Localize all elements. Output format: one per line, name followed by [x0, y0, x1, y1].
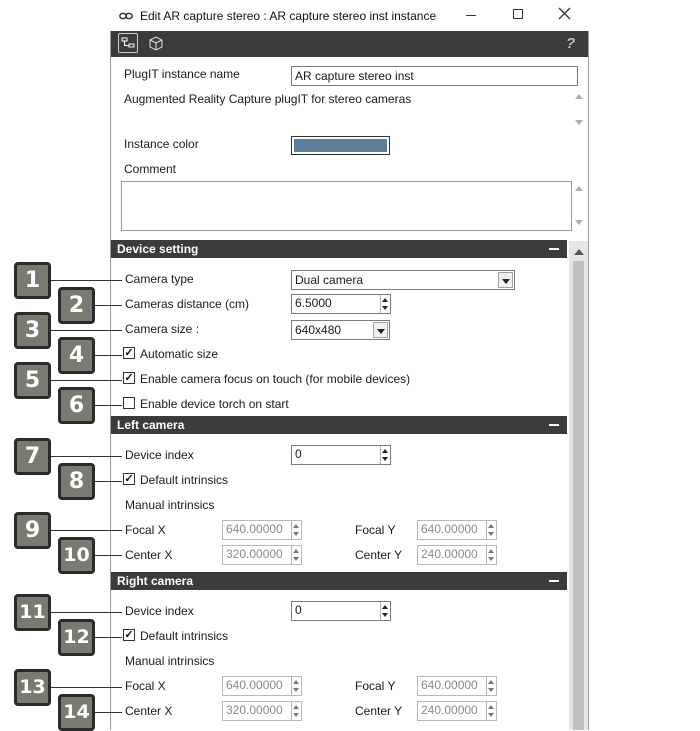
callout-leader	[94, 481, 122, 482]
callout-leader	[50, 330, 122, 331]
spinner-arrows[interactable]	[380, 295, 390, 313]
arrow-down-icon[interactable]	[488, 557, 494, 561]
callout-leader	[50, 530, 122, 531]
spinner-arrows[interactable]	[486, 677, 496, 695]
left-default-intrinsics-checkbox[interactable]: ✓	[124, 473, 134, 485]
arrow-down-icon[interactable]	[382, 613, 388, 617]
plugit-description: Augmented Reality Capture plugIT for stereo cameras	[124, 92, 412, 106]
arrow-down-icon[interactable]	[293, 688, 299, 692]
scroll-up-icon[interactable]	[574, 249, 584, 255]
camera-type-select[interactable]	[291, 270, 515, 290]
spinner-value: 240.00000	[421, 547, 478, 561]
instance-color-label: Instance color	[124, 137, 199, 151]
toolbar	[111, 31, 588, 57]
scroll-up-icon[interactable]	[575, 94, 583, 99]
arrow-down-icon[interactable]	[382, 306, 388, 310]
right-center-y-spinner[interactable]	[417, 701, 497, 721]
comment-label: Comment	[124, 162, 177, 176]
callout-leader	[50, 380, 122, 381]
callout-badge-2: 2	[58, 287, 95, 324]
main-scrollbar[interactable]	[569, 241, 588, 730]
spinner-value: 640.00000	[226, 522, 283, 536]
section-device-setting[interactable]	[111, 240, 567, 258]
section-left-camera[interactable]	[111, 416, 567, 434]
spinner-value: 240.00000	[421, 703, 478, 717]
spinner-value: 320.00000	[226, 547, 283, 561]
right-focal-y-label: Focal Y	[355, 679, 396, 693]
help-icon[interactable]: ?	[566, 35, 576, 52]
scroll-thumb[interactable]	[573, 261, 584, 730]
collapse-icon[interactable]	[549, 580, 559, 582]
arrow-down-icon[interactable]	[293, 713, 299, 717]
callout-leader	[94, 305, 122, 306]
arrow-down-icon[interactable]	[382, 457, 388, 461]
scroll-down-icon[interactable]	[575, 120, 583, 125]
left-center-y-label: Center Y	[355, 548, 403, 562]
callout-badge-10: 10	[58, 537, 95, 574]
spinner-arrows[interactable]	[291, 521, 301, 539]
spinner-arrows[interactable]	[291, 677, 301, 695]
arrow-up-icon[interactable]	[293, 680, 299, 684]
left-center-x-spinner[interactable]	[222, 545, 302, 565]
left-focal-x-spinner[interactable]	[222, 520, 302, 540]
spinner-arrows[interactable]	[486, 521, 496, 539]
spinner-arrows[interactable]	[380, 602, 390, 620]
right-focal-x-label: Focal X	[125, 679, 166, 693]
right-center-y-label: Center Y	[355, 704, 403, 718]
arrow-up-icon[interactable]	[293, 549, 299, 553]
section-right-camera[interactable]	[111, 572, 567, 590]
camera-size-label: Camera size :	[125, 322, 200, 336]
maximize-icon[interactable]	[513, 9, 523, 19]
callout-badge-4: 4	[58, 337, 95, 374]
left-center-x-label: Center X	[125, 548, 173, 562]
arrow-up-icon[interactable]	[382, 605, 388, 609]
arrow-down-icon[interactable]	[488, 713, 494, 717]
focus-on-touch-label: Enable camera focus on touch (for mobile devices)	[140, 372, 411, 386]
torch-on-start-label: Enable device torch on start	[140, 397, 289, 411]
spinner-value: 640.00000	[421, 522, 478, 536]
arrow-up-icon[interactable]	[488, 524, 494, 528]
left-focal-y-spinner[interactable]	[417, 520, 497, 540]
right-default-intrinsics-label: Default intrinsics	[140, 629, 229, 643]
cameras-distance-spinner[interactable]	[291, 294, 391, 314]
instance-color-swatch[interactable]	[291, 136, 390, 155]
callout-leader	[94, 355, 122, 356]
spinner-arrows[interactable]	[486, 546, 496, 564]
section-title: Left camera	[117, 418, 185, 432]
right-device-index-spinner[interactable]	[291, 601, 391, 621]
color-fill	[294, 139, 387, 152]
automatic-size-checkbox[interactable]: ✓	[124, 347, 134, 359]
callout-badge-1: 1	[14, 262, 51, 299]
camera-type-label: Camera type	[125, 272, 194, 286]
callout-leader	[50, 612, 122, 613]
focus-on-touch-checkbox[interactable]: ✓	[124, 372, 134, 384]
spinner-arrows[interactable]	[486, 702, 496, 720]
arrow-up-icon[interactable]	[488, 549, 494, 553]
callout-badge-8: 8	[58, 463, 95, 500]
cube-icon[interactable]	[148, 35, 164, 54]
minimize-icon[interactable]	[466, 15, 476, 16]
instance-name-label: PlugIT instance name	[124, 67, 240, 81]
arrow-up-icon[interactable]	[293, 524, 299, 528]
right-center-x-spinner[interactable]	[222, 701, 302, 721]
callout-leader	[94, 405, 122, 406]
comment-textarea[interactable]	[121, 181, 572, 231]
link-icon	[119, 10, 133, 24]
camera-type-value: Dual camera	[295, 273, 364, 287]
camera-size-value: 640x480	[295, 323, 342, 337]
callout-badge-3: 3	[14, 312, 51, 349]
callout-leader	[50, 280, 122, 281]
arrow-down-icon[interactable]	[488, 688, 494, 692]
arrow-down-icon[interactable]	[488, 532, 494, 536]
spinner-value: 640.00000	[421, 678, 478, 692]
spinner-value: 0	[295, 447, 302, 461]
automatic-size-label: Automatic size	[140, 347, 219, 361]
callout-leader	[94, 712, 122, 713]
callout-badge-5: 5	[14, 362, 51, 399]
arrow-up-icon[interactable]	[293, 705, 299, 709]
arrow-up-icon[interactable]	[382, 298, 388, 302]
section-title: Right camera	[117, 574, 194, 588]
collapse-icon[interactable]	[549, 424, 559, 426]
close-icon[interactable]	[558, 7, 571, 23]
right-focal-x-spinner[interactable]	[222, 676, 302, 696]
spinner-value: 320.00000	[226, 703, 283, 717]
left-manual-intrinsics-label: Manual intrinsics	[125, 498, 215, 512]
spinner-arrows[interactable]	[380, 446, 390, 464]
callout-badge-11: 11	[14, 594, 51, 631]
right-default-intrinsics-checkbox[interactable]: ✓	[124, 629, 134, 641]
chevron-down-icon[interactable]	[373, 322, 388, 338]
section-title: Device setting	[117, 242, 199, 256]
callout-leader	[50, 687, 122, 688]
callout-leader	[94, 637, 122, 638]
spinner-value: 640.00000	[226, 678, 283, 692]
cameras-distance-label: Cameras distance (cm)	[125, 297, 250, 311]
right-center-x-label: Center X	[125, 704, 173, 718]
spinner-value: 0	[295, 603, 302, 617]
arrow-up-icon[interactable]	[488, 680, 494, 684]
description-scrollbar[interactable]	[572, 90, 586, 130]
hierarchy-icon[interactable]	[118, 33, 138, 53]
spinner-arrows[interactable]	[291, 702, 301, 720]
comment-scrollbar[interactable]	[572, 181, 586, 231]
left-device-index-spinner[interactable]	[291, 445, 391, 465]
scroll-up-icon[interactable]	[575, 186, 583, 191]
arrow-down-icon[interactable]	[293, 532, 299, 536]
spinner-arrows[interactable]	[291, 546, 301, 564]
callout-badge-9: 9	[14, 512, 51, 549]
torch-on-start-checkbox[interactable]	[123, 397, 135, 409]
collapse-icon[interactable]	[549, 248, 559, 250]
arrow-up-icon[interactable]	[382, 449, 388, 453]
left-focal-y-label: Focal Y	[355, 523, 396, 537]
window-title: Edit AR capture stereo : AR capture stereo inst instance	[140, 9, 437, 23]
scroll-down-icon[interactable]	[575, 220, 583, 225]
camera-size-select[interactable]	[291, 320, 390, 340]
arrow-down-icon[interactable]	[293, 557, 299, 561]
callout-badge-6: 6	[58, 387, 95, 424]
callout-badge-14: 14	[58, 694, 95, 731]
callout-leader	[94, 555, 122, 556]
right-manual-intrinsics-label: Manual intrinsics	[125, 654, 215, 668]
callout-badge-7: 7	[14, 438, 51, 475]
left-device-index-label: Device index	[125, 448, 194, 462]
right-focal-y-spinner[interactable]	[417, 676, 497, 696]
chevron-down-icon[interactable]	[498, 272, 513, 288]
callout-badge-13: 13	[14, 669, 51, 706]
right-device-index-label: Device index	[125, 604, 194, 618]
callout-badge-12: 12	[58, 619, 95, 656]
left-focal-x-label: Focal X	[125, 523, 166, 537]
instance-name-input[interactable]: AR capture stereo inst	[291, 66, 578, 86]
spinner-value: 6.5000	[295, 296, 332, 310]
left-center-y-spinner[interactable]	[417, 545, 497, 565]
left-default-intrinsics-label: Default intrinsics	[140, 473, 229, 487]
arrow-up-icon[interactable]	[488, 705, 494, 709]
callout-leader	[50, 456, 122, 457]
